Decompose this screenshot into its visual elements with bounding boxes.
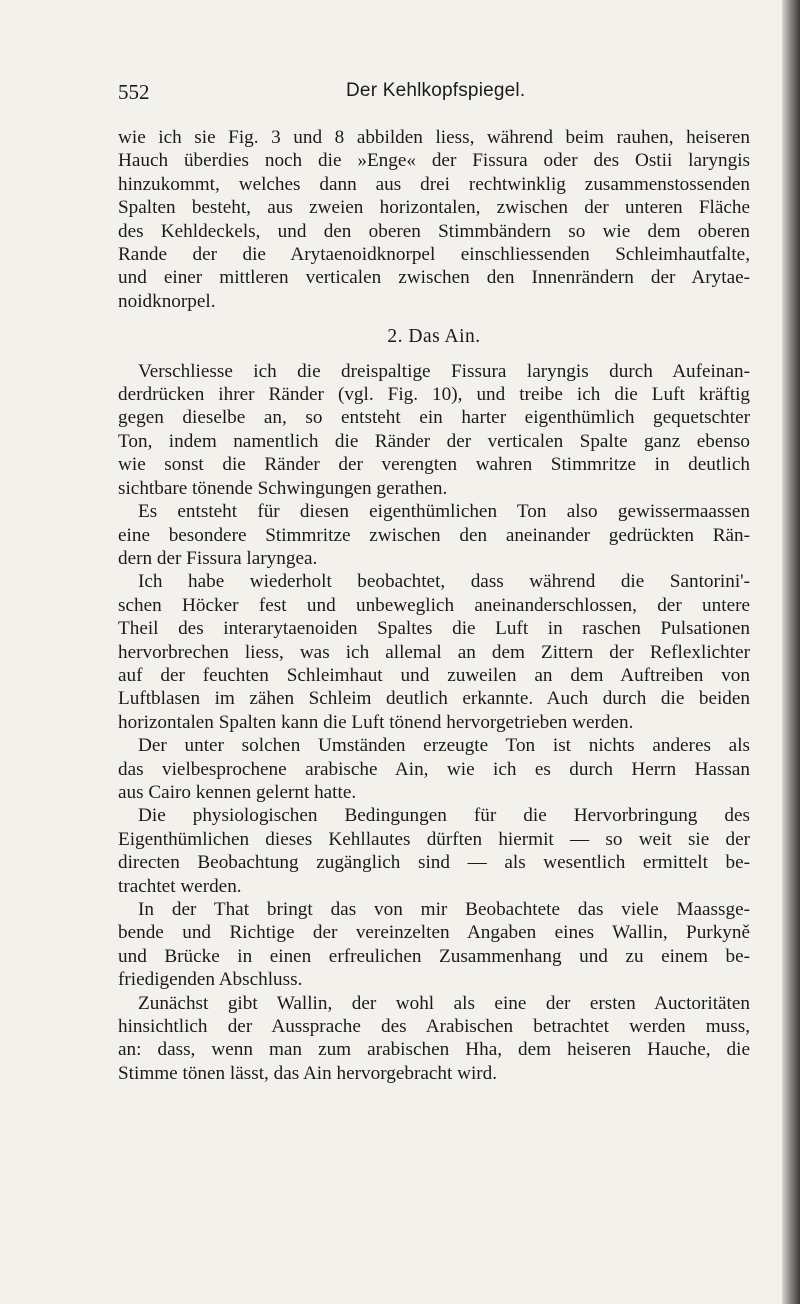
text-line: auf der feuchten Schleimhaut und zuweilen an dem Auftreiben von bbox=[118, 664, 750, 686]
paragraph-5 bbox=[118, 734, 750, 804]
paragraph-3 bbox=[118, 500, 750, 570]
text-line: Stimme tönen lässt, das Ain hervorgebracht wird. bbox=[118, 1062, 498, 1084]
running-title: Der Kehlkopfspiegel. bbox=[346, 80, 526, 101]
text-line: und einer mittleren verticalen zwischen den Innenrändern der Arytae- bbox=[118, 267, 750, 289]
text-line: In der That bringt das von mir Beobachtete das viele Maassge- bbox=[138, 899, 750, 920]
text-line: bende und Richtige der vereinzelten Angaben eines Wallin, Purkyně bbox=[118, 922, 750, 944]
text-line: Ich habe wiederholt beobachtet, dass während die Santorini'- bbox=[138, 571, 750, 593]
text-line: hinzukommt, welches dann aus drei rechtwinklig zusammenstossenden bbox=[118, 173, 750, 195]
text-line: hervorbrechen liess, was ich allemal an dem Zittern der Reflexlichter bbox=[118, 641, 750, 663]
text-line: Ton, indem namentlich die Ränder der verticalen Spalte ganz ebenso bbox=[118, 430, 750, 452]
text-line: derdrücken ihrer Ränder (vgl. Fig. 10), und treibe ich die Luft kräftig bbox=[118, 384, 750, 406]
text-line: friedigenden Abschluss. bbox=[118, 969, 303, 991]
text-line: trachtet werden. bbox=[118, 875, 242, 897]
text-line: Verschliesse ich die dreispaltige Fissura laryngis durch Aufeinan- bbox=[138, 360, 750, 382]
text-line: Eigenthümlichen dieses Kehllautes dürften hiermit — so weit sie der bbox=[118, 828, 750, 850]
text-line: schen Höcker fest und unbeweglich aneinanderschlossen, der untere bbox=[118, 594, 750, 616]
text-line: Zunächst gibt Wallin, der wohl als eine der ersten Auctoritäten bbox=[138, 992, 750, 1014]
body-text bbox=[118, 126, 750, 1085]
text-line: wie sonst die Ränder der verengten wahren Stimmritze in deutlich bbox=[118, 454, 750, 476]
text-line: Theil des interarytaenoiden Spaltes die Luft in raschen Pulsationen bbox=[118, 618, 750, 640]
paragraph-7 bbox=[118, 898, 750, 992]
text-line: sichtbare tönende Schwingungen gerathen. bbox=[118, 477, 448, 499]
text-line: eine besondere Stimmritze zwischen den aneinander gedrückten Rän- bbox=[118, 524, 750, 546]
text-line: noidknorpel. bbox=[118, 290, 216, 312]
paragraph-1 bbox=[118, 126, 750, 313]
text-line: wie ich sie Fig. 3 und 8 abbilden liess, während beim rauhen, heiseren bbox=[118, 127, 750, 148]
page-edge-shadow bbox=[782, 0, 800, 1304]
text-line: Der unter solchen Umständen erzeugte Ton ist nichts anderes als bbox=[138, 735, 750, 757]
text-line: hinsichtlich der Aussprache des Arabischen betrachtet werden muss, bbox=[118, 1016, 750, 1038]
text-line: und Brücke in einen erfreulichen Zusammenhang und zu einem be- bbox=[118, 945, 750, 967]
text-line: Luftblasen im zähen Schleim deutlich erkannte. Auch durch die beiden bbox=[118, 688, 750, 710]
paragraph-6 bbox=[118, 804, 750, 898]
text-line: das vielbesprochene arabische Ain, wie ich es durch Herrn Hassan bbox=[118, 758, 750, 780]
text-line: directen Beobachtung zugänglich sind — als wesentlich ermittelt be- bbox=[118, 852, 750, 874]
text-line: Hauch überdies noch die »Enge« der Fissura oder des Ostii laryngis bbox=[118, 150, 750, 172]
paragraph-4 bbox=[118, 570, 750, 734]
text-line: Rande der die Arytaenoidknorpel einschliessenden Schleimhautfalte, bbox=[118, 244, 750, 266]
text-line: Die physiologischen Bedingungen für die Hervorbringung des bbox=[138, 805, 750, 827]
paragraph-8 bbox=[118, 992, 750, 1086]
page-number: 552 bbox=[118, 80, 150, 104]
paragraph-2 bbox=[118, 360, 750, 500]
text-line: gegen dieselbe an, so entsteht ein harter eigenthümlich gequetschter bbox=[118, 407, 750, 429]
text-line: des Kehldeckels, und den oberen Stimmbändern so wie dem oberen bbox=[118, 220, 750, 242]
text-line: Es entsteht für diesen eigenthümlichen Ton also gewissermaassen bbox=[138, 501, 750, 523]
text-line: horizontalen Spalten kann die Luft tönend hervorgetrieben werden. bbox=[118, 711, 634, 733]
text-line: dern der Fissura laryngea. bbox=[118, 547, 318, 569]
page-header bbox=[118, 80, 750, 110]
section-heading: 2. Das Ain. bbox=[387, 326, 481, 348]
text-line: aus Cairo kennen gelernt hatte. bbox=[118, 781, 357, 803]
text-line: an: dass, wenn man zum arabischen Hha, dem heiseren Hauche, die bbox=[118, 1039, 750, 1061]
text-line: Spalten besteht, aus zweien horizontalen, zwischen der unteren Fläche bbox=[118, 197, 750, 219]
